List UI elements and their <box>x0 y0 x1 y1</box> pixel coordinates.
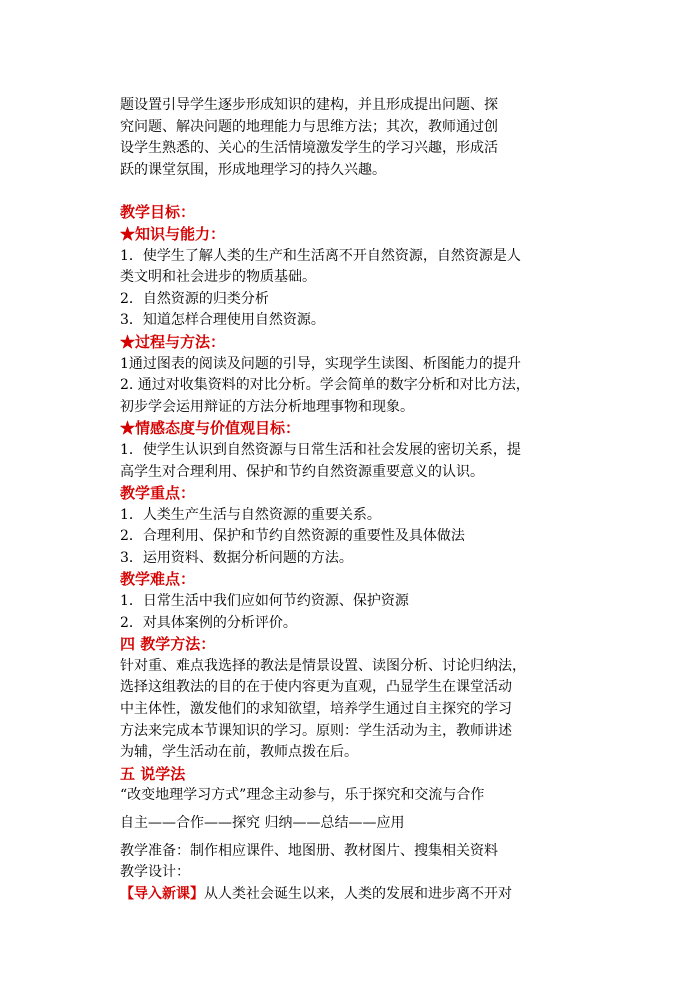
knowledge-line: 2．自然资源的归类分析 <box>120 290 269 307</box>
key-point-line: 1．人类生产生活与自然资源的重要关系。 <box>120 506 381 523</box>
key-point-line: 2．合理利用、保护和节约自然资源的重要性及具体做法 <box>120 528 465 545</box>
process-heading: ★过程与方法： <box>120 332 226 351</box>
intro-lesson-line <box>120 884 580 906</box>
knowledge-line: 类文明和社会进步的物质基础。 <box>120 269 316 286</box>
key-point-line: 3．运用资料、数据分析问题的方法。 <box>120 549 353 566</box>
study-line: 自主——合作——探究 归纳——总结——应用 <box>120 815 405 831</box>
knowledge-line: 1．使学生了解人类的生产和生活离不开自然资源，自然资源是人 <box>120 247 521 264</box>
intro-line: 究问题、解决问题的地理能力与思维方法；其次，教师通过创 <box>120 118 498 135</box>
study-line: “改变地理学习方式”理念主动参与，乐于探究和交流与合作 <box>120 787 485 804</box>
attitude-line: 1．使学生认识到自然资源与日常生活和社会发展的密切关系，提 <box>120 441 521 458</box>
methods-line: 针对重、难点我选择的教法是情景设置、读图分析、讨论归纳法， <box>120 657 526 674</box>
difficulties-heading: 教学难点： <box>120 570 196 589</box>
intro-line: 跃的课堂氛围，形成地理学习的持久兴趣。 <box>120 161 386 178</box>
intro-lesson-text: 从人类社会诞生以来，人类的发展和进步离不开对 <box>204 885 512 902</box>
prep-line: 教学准备：制作相应课件、地图册、教材图片、搜集相关资料 <box>120 842 498 859</box>
attitude-line: 高学生对合理利用、保护和节约自然资源重要意义的认识。 <box>120 463 484 480</box>
attitude-heading: ★情感态度与价值观目标： <box>120 419 301 438</box>
design-line: 教学设计： <box>120 864 190 881</box>
key-points-heading: 教学重点： <box>120 484 196 503</box>
difficulty-line: 2．对具体案例的分析评价。 <box>120 614 297 631</box>
methods-line: 为辅，学生活动在前，教师点拨在后。 <box>120 744 358 761</box>
knowledge-heading: ★知识与能力： <box>120 224 226 243</box>
difficulty-line: 1．日常生活中我们应如何节约资源、保护资源 <box>120 593 409 610</box>
goals-heading: 教学目标： <box>120 203 196 222</box>
intro-lesson-tag: 【导入新课】 <box>120 885 204 902</box>
methods-line: 选择这组教法的目的在于使内容更为直观，凸显学生在课堂活动 <box>120 679 512 696</box>
intro-line: 设学生熟悉的、关心的生活情境激发学生的学习兴趣，形成活 <box>120 140 498 157</box>
methods-heading: 四 教学方法： <box>120 635 216 654</box>
intro-line: 题设置引导学生逐步形成知识的建构，并且形成提出问题、探 <box>120 97 498 113</box>
document-content <box>120 95 580 905</box>
methods-line: 方法来完成本节课知识的学习。原则：学生活动为主，教师讲述 <box>120 722 512 739</box>
process-line: 初步学会运用辩证的方法分析地理事物和现象。 <box>120 398 414 415</box>
study-heading: 五 说学法 <box>120 764 186 783</box>
knowledge-line: 3．知道怎样合理使用自然资源。 <box>120 312 325 329</box>
process-line: 2. 通过对收集资料的对比分析。学会简单的数字分析和对比方法， <box>120 377 530 394</box>
process-line: 1通过图表的阅读及问题的引导，实现学生读图、析图能力的提升 <box>120 355 521 372</box>
methods-line: 中主体性，激发他们的求知欲望，培养学生通过自主探究的学习 <box>120 701 512 718</box>
